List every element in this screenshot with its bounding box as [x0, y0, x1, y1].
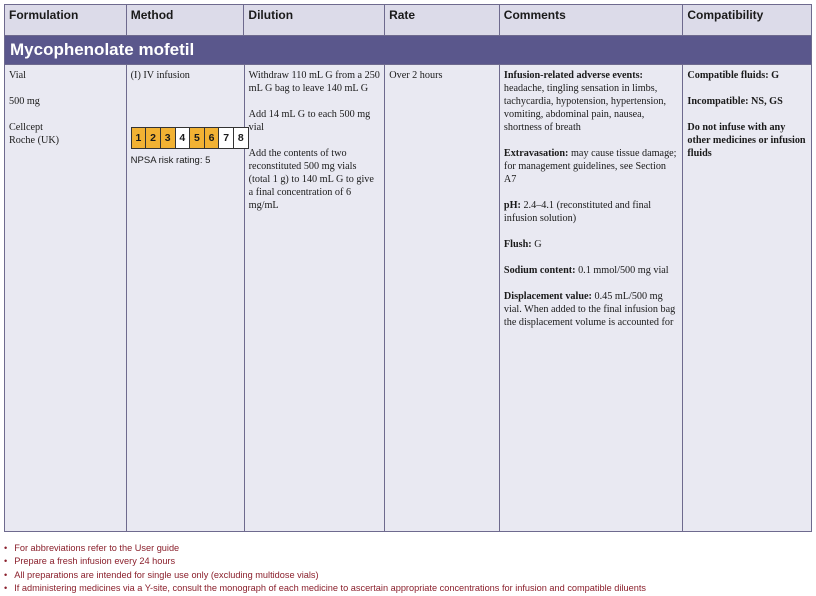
header-formulation: Formulation: [5, 5, 127, 35]
compat-text: Do not infuse with any other medicines or infusion fluids: [687, 122, 806, 159]
comment-label: Sodium content:: [503, 265, 576, 276]
comment-text: 0.45 mL/500 mg vial. When added to the final infusion bag the displacement volume is accounted for: [503, 291, 676, 328]
compat-label: Incompatible:: [687, 96, 749, 107]
header-dilution: Dilution: [244, 5, 385, 35]
header-compatibility: Compatibility: [687, 8, 764, 22]
comment-label: Extravasation:: [503, 148, 569, 159]
comment-label: Flush:: [503, 239, 532, 250]
risk-box-4: 4: [176, 128, 191, 148]
comment-text: headache, tingling sensation in limbs, tachycardia, hypotension, hypertension, vomiting, abdominal pain, nausea, shortness of breath: [503, 83, 667, 133]
comment-item: [504, 199, 678, 225]
dilution-cell: [245, 65, 386, 531]
comment-text: 0.1 mmol/500 mg vial: [575, 265, 669, 276]
footnote: • All preparations are intended for single use only (excluding multidose vials): [4, 569, 646, 582]
rate-value: Over 2 hours: [389, 70, 443, 81]
footnote: • If administering medicines via a Y-site, consult the monograph of each medicine to ascertain appropriate concentrations for infusion and compatible diluents: [4, 582, 646, 595]
footnotes: [4, 542, 646, 596]
method-route: (I) IV infusion: [130, 70, 190, 81]
method-cell: [127, 65, 245, 531]
footnote: • Prepare a fresh infusion every 24 hours: [4, 555, 646, 568]
compat-item: [687, 121, 807, 160]
comment-item: [504, 69, 678, 134]
rate-cell: [385, 65, 500, 531]
drug-row: [5, 65, 811, 531]
formulation-type: Vial: [9, 70, 26, 81]
compat-text: G: [768, 70, 780, 81]
drug-title: Mycophenolate mofetil: [5, 36, 811, 65]
header-method: Method: [127, 5, 245, 35]
dilution-step: Add the contents of two reconstituted 500 mg vials (total 1 g) to 140 mL G to give a final concentration of 6 mg/mL: [248, 148, 374, 211]
npsa-risk-rating: NPSA risk rating: 5: [130, 155, 211, 166]
comment-label: Infusion-related adverse events:: [503, 70, 643, 81]
compat-label: Compatible fluids:: [687, 70, 769, 81]
risk-box-8: 8: [234, 128, 248, 148]
dilution-step: Withdraw 110 mL G from a 250 mL G bag to leave 140 mL G: [248, 70, 380, 94]
comment-item: [504, 238, 678, 251]
compat-item: [687, 69, 807, 82]
compat-item: [687, 95, 807, 108]
formulation-cell: [5, 65, 127, 531]
comment-item: [504, 147, 678, 186]
header-rate: Rate: [385, 5, 500, 35]
formulation-strength: 500 mg: [9, 96, 40, 107]
risk-box-2: 2: [146, 128, 161, 148]
dilution-step: Add 14 mL G to each 500 mg vial: [248, 109, 371, 133]
compatibility-cell: [683, 65, 811, 531]
comment-text: G: [531, 239, 542, 250]
risk-box-6: 6: [205, 128, 220, 148]
header-comments: Comments: [500, 5, 684, 35]
comments-cell: [500, 65, 683, 531]
risk-box-1: 1: [132, 128, 147, 148]
footnote: • For abbreviations refer to the User guide: [4, 542, 646, 555]
comment-text: may cause tissue damage; for management guidelines, see Section A7: [503, 148, 677, 185]
compat-text: NS, GS: [748, 96, 783, 107]
risk-box-5: 5: [190, 128, 205, 148]
formulation-brand: Cellcept Roche (UK): [9, 122, 60, 146]
risk-box-7: 7: [219, 128, 234, 148]
risk-box-3: 3: [161, 128, 176, 148]
monograph-table: [4, 4, 812, 532]
comment-text: 2.4–4.1 (reconstituted and final infusion solution): [503, 200, 652, 224]
comment-item: [504, 290, 678, 329]
risk-scale: [131, 127, 249, 149]
comment-label: Displacement value:: [503, 291, 592, 302]
comment-label: pH:: [503, 200, 521, 211]
comment-item: [504, 264, 678, 277]
table-header-row: [5, 5, 811, 36]
